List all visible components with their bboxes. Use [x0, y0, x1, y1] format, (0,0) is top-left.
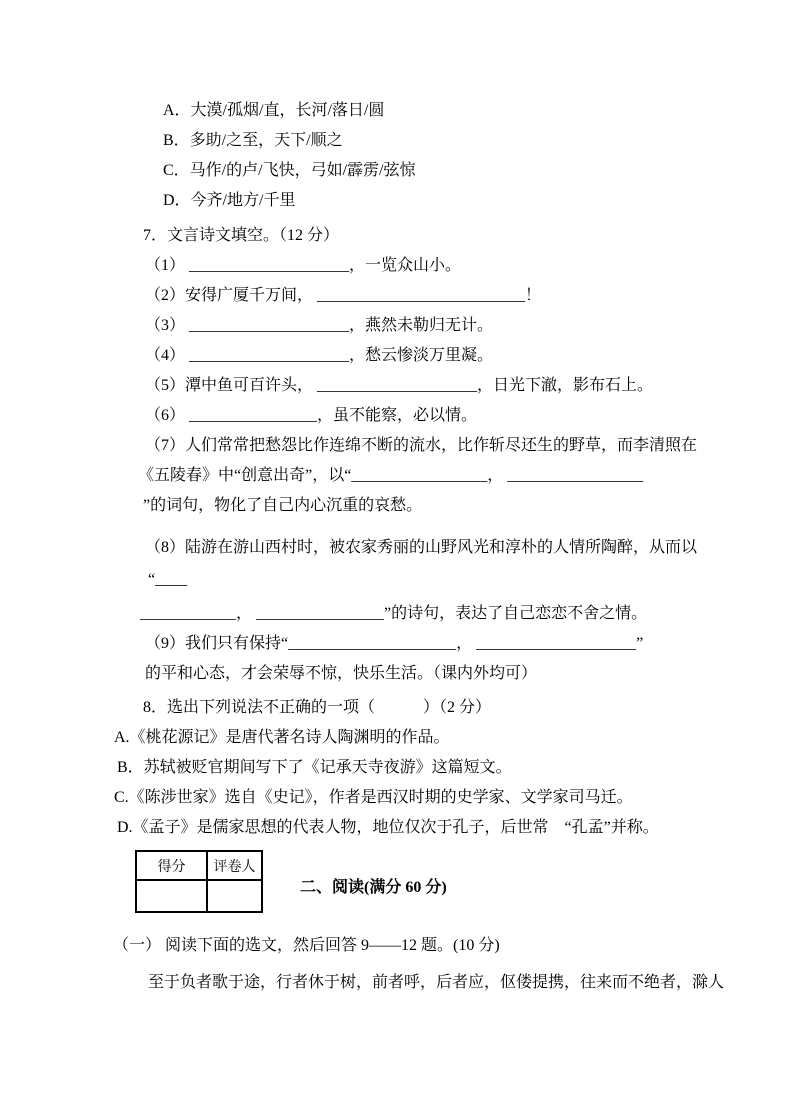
reading-passage-line: 至于负者歌于途，行者休于树，前者呼，后者应，伛偻提携，往来而不绝者，滁人 — [148, 974, 725, 991]
section2-part1-intro: （一） 阅读下面的选文，然后回答 9——12 题。(10 分) — [113, 937, 500, 954]
q8-option-d: D.《孟子》是儒家思想的代表人物，地位仅次于孔子，后世常 “孔孟”并称。 — [117, 819, 659, 836]
q7-item-7-line-3: ”的词句，物化了自己内心沉重的哀愁。 — [143, 497, 423, 514]
score-table-value-row — [137, 879, 261, 911]
q7-item-7-line-1: （7）人们常常把愁怨比作连绵不断的流水，比作斩尽还生的野草，而李清照在 — [145, 437, 698, 454]
score-table-header-score: 得分 — [157, 859, 186, 875]
q8-option-a: A.《桃花源记》是唐代著名诗人陶渊明的作品。 — [114, 729, 450, 746]
score-table-grader-cell — [206, 881, 261, 911]
q7-item-9-line-1: （9）我们只有保持“_____________________， ____________________” — [145, 635, 644, 652]
q7-item-2: （2）安得广厦千万间， __________________________！ — [145, 287, 542, 304]
q8-stem: 8．选出下列说法不正确的一项（ ）（2 分） — [143, 699, 492, 716]
score-table-header-row — [137, 852, 261, 879]
section2-heading: 二、阅读(满分 60 分) — [300, 879, 447, 896]
q7-item-3: （3） ____________________，燕然未勒归无计。 — [145, 317, 494, 334]
q7-stem: 7．文言诗文填空。（12 分） — [143, 227, 340, 244]
q7-item-8-line-2: “____ — [148, 571, 188, 588]
q7-item-8-line-1: （8）陆游在游山西村时，被农家秀丽的山野风光和淳朴的人情所陶醉，从而以 — [145, 539, 698, 556]
q8-option-c: C.《陈涉世家》选自《史记》，作者是西汉时期的史学家、文学家司马迁。 — [114, 789, 633, 806]
score-table — [135, 850, 263, 913]
q6-option-a: A．大漠/孤烟/直，长河/落日/圆 — [163, 102, 385, 119]
q7-item-9-line-2: 的平和心态，才会荣辱不惊，快乐生活。（课内外均可） — [145, 665, 538, 682]
q6-option-b: B．多助/之至，天下/顺之 — [163, 132, 343, 149]
q7-item-4: （4） ____________________，愁云惨淡万里凝。 — [145, 347, 494, 364]
score-table-score-cell — [137, 881, 206, 911]
q6-option-c: C．马作/的卢/飞快，弓如/霹雳/弦惊 — [163, 162, 416, 179]
score-table-header-grader: 评卷人 — [206, 852, 261, 879]
q7-item-5: （5）潭中鱼可百许头， ____________________，日光下澈，影布石上。 — [145, 377, 654, 394]
q7-item-1: （1） ____________________，一览众山小。 — [145, 257, 462, 274]
q7-item-7-line-2: 《五陵春》中“创意出奇”，以“_________________， _________________ — [138, 467, 644, 484]
q8-option-b: B．苏轼被贬官期间写下了《记承天寺夜游》这篇短文。 — [117, 759, 512, 776]
q7-item-8-line-3: ____________， ________________”的诗句，表达了自己恋恋不舍之情。 — [140, 605, 648, 622]
q7-item-6: （6） ________________，虽不能察，必以情。 — [145, 407, 478, 424]
q6-option-d: D．今齐/地方/千里 — [163, 192, 296, 209]
